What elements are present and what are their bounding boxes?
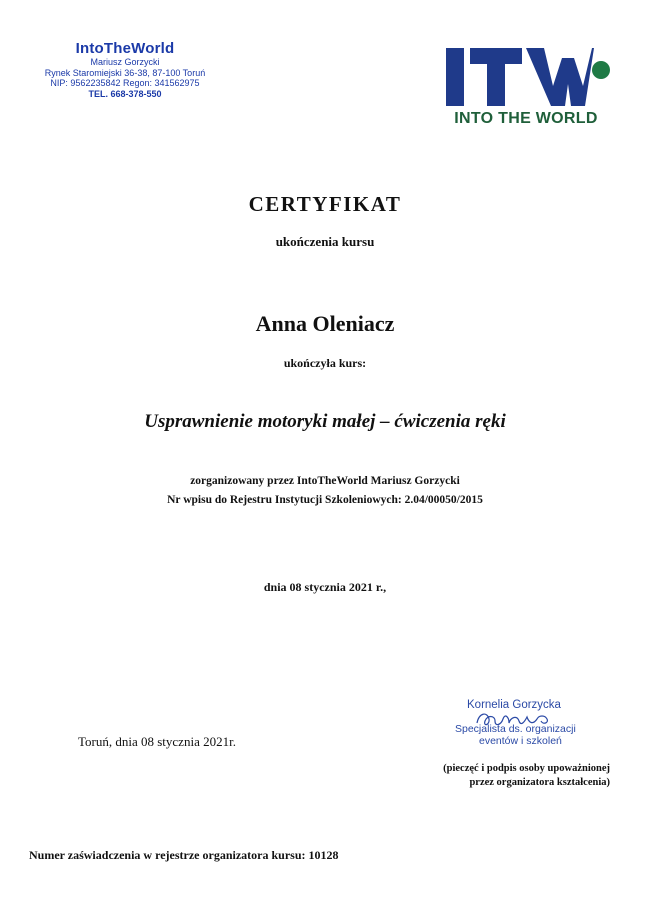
certificate-title: CERTYFIKAT (248, 192, 402, 216)
signatory-name: Kornelia Gorzycka (467, 699, 561, 711)
signature-stamp (455, 699, 585, 755)
signatory-role-line2: eventów i szkoleń (479, 735, 562, 747)
place-date: Toruń, dnia 08 stycznia 2021r. (78, 734, 236, 749)
course-name: Usprawnienie motoryki małej – ćwiczenia ręki (144, 411, 506, 432)
issuer-name: IntoTheWorld (75, 40, 175, 57)
certificate-subtitle: ukończenia kursu (275, 234, 375, 249)
itw-logo (440, 44, 612, 134)
course-date: dnia 08 stycznia 2021 r., (263, 580, 387, 594)
issuer-address: Rynek Staromiejski 36-38, 87-100 Toruń (44, 67, 206, 78)
certificate-registry-number: Numer zaświadczenia w rejestrze organizatora kursu: 10128 (29, 848, 339, 862)
itw-logo-mark (440, 44, 612, 110)
stamp-caption-line2: przez organizatora kształcenia) (469, 777, 610, 788)
completed-label: ukończyła kurs: (283, 356, 367, 370)
issuer-ids: NIP: 9562235842 Regon: 341562975 (50, 77, 200, 88)
signatory-role: Specjalista ds. organizacji (455, 723, 576, 735)
stamp-caption-line1: (pieczęć i podpis osoby upoważnionej (443, 763, 610, 774)
issuer-phone: TEL. 668-378-550 (88, 89, 162, 100)
issuer-owner: Mariusz Gorzycki (90, 57, 160, 68)
logo-tagline: INTO THE WORLD (454, 110, 598, 127)
recipient-name: Anna Oleniacz (255, 311, 395, 336)
organizer-line: zorganizowany przez IntoTheWorld Mariusz Gorzycki (190, 475, 460, 487)
issuer-stamp (40, 40, 210, 100)
registry-line: Nr wpisu do Rejestru Instytucji Szkoleniowych: 2.04/00050/2015 (167, 494, 483, 506)
